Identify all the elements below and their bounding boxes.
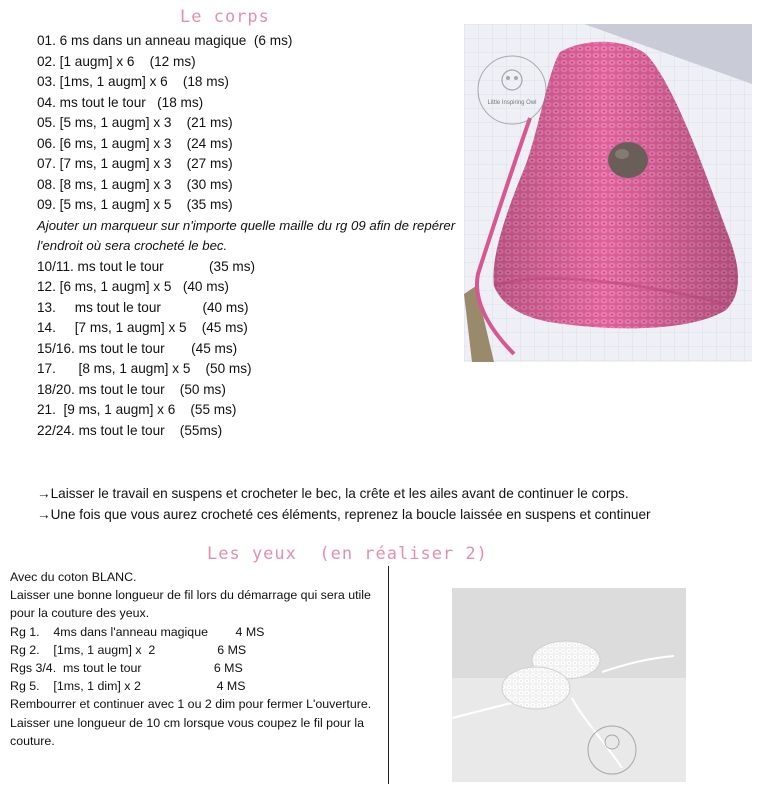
column-divider xyxy=(388,566,389,784)
pattern-row: 06. [6 ms, 1 augm] x 3 (24 ms) xyxy=(37,135,233,151)
section-title-eyes: Les yeux (en réaliser 2) xyxy=(207,544,488,564)
marker-note: Ajouter un marqueur sur n'importe quelle maille du rg 09 afin de repérer l'endroit où sera crocheté le bec. xyxy=(37,217,456,253)
pattern-row: 14. [7 ms, 1 augm] x 5 (45 ms) xyxy=(37,320,248,335)
pattern-row: 08. [8 ms, 1 augm] x 3 (30 ms) xyxy=(37,176,233,192)
section-title-body: Le corps xyxy=(180,7,270,27)
eyes-closing: Rembourrer et continuer avec 1 ou 2 dim pour fermer L'ouverture. xyxy=(10,697,372,712)
pattern-row: 09. [5 ms, 1 augm] x 5 (35 ms) xyxy=(37,197,233,212)
pattern-row: 03. [1ms, 1 augm] x 6 (18 ms) xyxy=(37,74,229,89)
arrow-note: →Une fois que vous aurez crocheté ces éléments, reprenez la boucle laissée en suspens et continuer xyxy=(37,506,651,522)
pattern-row: Rgs 3/4. ms tout le tour 6 MS xyxy=(10,660,243,675)
pattern-row: 15/16. ms tout le tour (45 ms) xyxy=(37,340,238,356)
pattern-row: Rg 5. [1ms, 1 dim] x 2 4 MS xyxy=(10,679,246,694)
pattern-row: Rg 1. 4ms dans l'anneau magique 4 MS xyxy=(10,624,265,639)
pattern-row: Rg 2. [1ms, 1 augm] x 2 6 MS xyxy=(10,642,247,657)
pattern-row: 05. [5 ms, 1 augm] x 3 (21 ms) xyxy=(37,115,233,130)
pattern-row: 13. ms tout le tour (40 ms) xyxy=(37,299,249,315)
watermark-text: Little Inspiring Owl xyxy=(487,100,537,106)
pattern-row: 02. [1 augm] x 6 (12 ms) xyxy=(37,53,196,69)
body-pattern xyxy=(37,31,457,441)
pattern-row: 22/24. ms tout le tour (55ms) xyxy=(37,422,223,438)
pattern-row: 17. [8 ms, 1 augm] x 5 (50 ms) xyxy=(37,361,252,376)
pattern-row: 21. [9 ms, 1 augm] x 6 (55 ms) xyxy=(37,402,237,417)
continuation-notes xyxy=(37,484,757,525)
pattern-row: 10/11. ms tout le tour (35 ms) xyxy=(37,258,256,274)
arrow-note: →Laisser le travail en suspens et crocheter le bec, la crête et les ailes avant de continuer le corps. xyxy=(37,486,629,501)
eyes-intro: Avec du coton BLANC. xyxy=(10,570,137,584)
body-photo xyxy=(464,24,752,362)
eyes-instruction: Laisser une bonne longueur de fil lors du démarrage qui sera utile pour la couture des yeux. xyxy=(10,588,371,621)
pattern-row: 12. [6 ms, 1 augm] x 5 (40 ms) xyxy=(37,279,229,294)
pattern-row: 07. [7 ms, 1 augm] x 3 (27 ms) xyxy=(37,156,233,171)
eyes-cutting: Laisser une longueur de 10 cm lorsque vous coupez le fil pour la couture. xyxy=(10,715,365,748)
eyes-pattern xyxy=(10,568,382,750)
pattern-row: 18/20. ms tout le tour (50 ms) xyxy=(37,381,226,397)
pattern-row: 01. 6 ms dans un anneau magique (6 ms) xyxy=(37,33,293,48)
eyes-photo xyxy=(452,588,686,782)
pattern-row: 04. ms tout le tour (18 ms) xyxy=(37,94,204,110)
